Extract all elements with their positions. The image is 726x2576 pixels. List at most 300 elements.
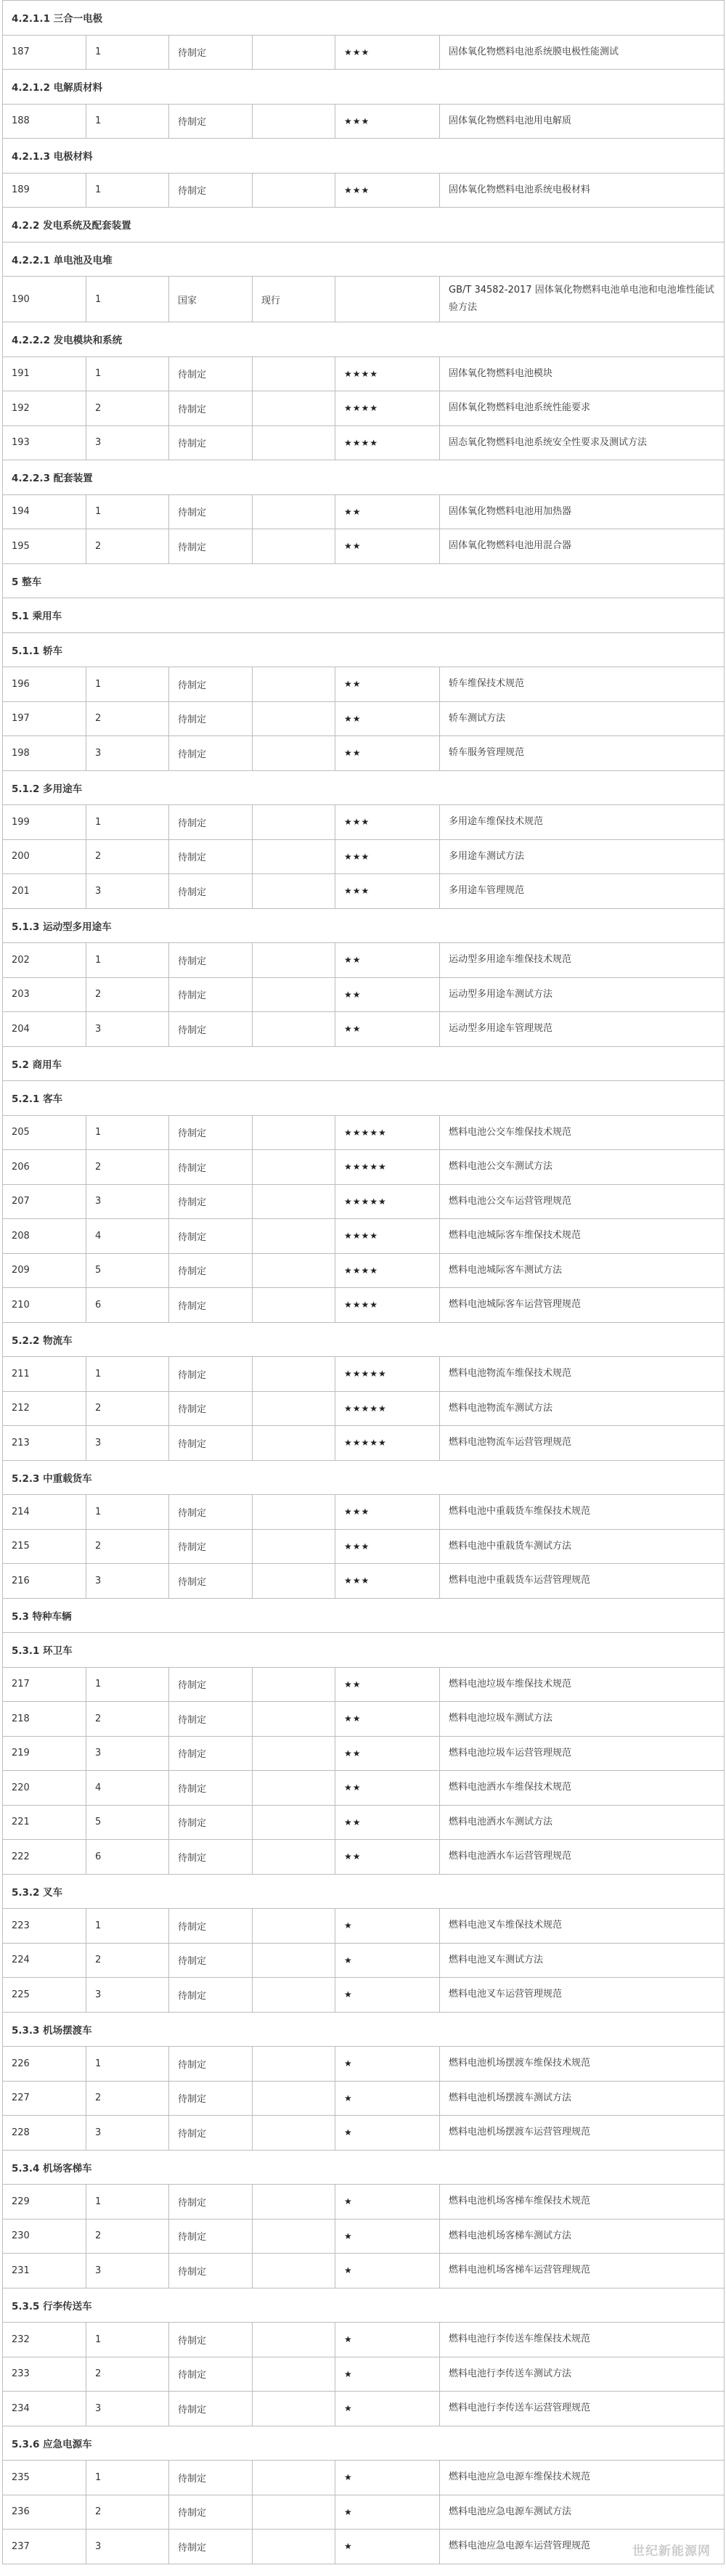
table-row — [3, 1184, 725, 1219]
cell-standard-type: 待制定 — [169, 2219, 253, 2254]
cell-serial-number: 219 — [3, 1736, 86, 1771]
cell-index: 1 — [86, 2047, 169, 2082]
table-row — [3, 2530, 725, 2564]
cell-priority-stars: ★ — [335, 2323, 440, 2357]
cell-status — [253, 173, 335, 208]
cell-serial-number: 197 — [3, 701, 86, 736]
cell-serial-number: 231 — [3, 2254, 86, 2288]
cell-priority-stars: ★★ — [335, 701, 440, 736]
cell-standard-type: 待制定 — [169, 2116, 253, 2151]
cell-standard-name: 轿车测试方法 — [440, 701, 725, 736]
cell-serial-number: 230 — [3, 2219, 86, 2254]
table-row — [3, 1426, 725, 1461]
cell-standard-name: 燃料电池应急电源车运营管理规范 — [440, 2530, 725, 2564]
cell-status: 现行 — [253, 277, 335, 322]
cell-serial-number: 235 — [3, 2461, 86, 2495]
section-title: 4.2.2.2 发电模块和系统 — [3, 322, 725, 357]
table-row — [3, 1943, 725, 1978]
table-row — [3, 2116, 725, 2151]
cell-standard-type: 国家 — [169, 277, 253, 322]
cell-status — [253, 701, 335, 736]
cell-serial-number: 226 — [3, 2047, 86, 2082]
cell-index: 1 — [86, 1667, 169, 1702]
table-row — [3, 2357, 725, 2392]
cell-standard-type: 待制定 — [169, 1115, 253, 1150]
cell-status — [253, 2357, 335, 2392]
cell-standard-name: 燃料电池垃圾车测试方法 — [440, 1702, 725, 1737]
cell-standard-name: 燃料电池物流车维保技术规范 — [440, 1357, 725, 1392]
table-row — [3, 277, 725, 322]
cell-standard-type: 待制定 — [169, 1495, 253, 1530]
cell-standard-name: 固态氧化物燃料电池系统安全性要求及测试方法 — [440, 425, 725, 460]
table-row — [3, 2047, 725, 2082]
section-title: 5.2 商用车 — [3, 1046, 725, 1081]
cell-priority-stars: ★★★ — [335, 1529, 440, 1564]
cell-serial-number: 194 — [3, 494, 86, 529]
section-title: 5.1.2 多用途车 — [3, 770, 725, 805]
cell-index: 2 — [86, 1391, 169, 1426]
cell-serial-number: 206 — [3, 1150, 86, 1185]
cell-priority-stars: ★★ — [335, 977, 440, 1012]
cell-standard-type: 待制定 — [169, 943, 253, 978]
cell-index: 3 — [86, 1736, 169, 1771]
cell-serial-number: 209 — [3, 1253, 86, 1288]
cell-priority-stars — [335, 277, 440, 322]
section-row — [3, 1460, 725, 1495]
cell-standard-type: 待制定 — [169, 2047, 253, 2082]
cell-serial-number: 205 — [3, 1115, 86, 1150]
cell-priority-stars: ★★ — [335, 1805, 440, 1840]
table-row — [3, 1978, 725, 2013]
cell-index: 3 — [86, 425, 169, 460]
cell-status — [253, 494, 335, 529]
cell-standard-name: 多用途车管理规范 — [440, 874, 725, 909]
cell-standard-type: 待制定 — [169, 494, 253, 529]
cell-standard-type: 待制定 — [169, 1012, 253, 1047]
cell-serial-number: 228 — [3, 2116, 86, 2151]
cell-serial-number: 208 — [3, 1219, 86, 1254]
cell-index: 3 — [86, 2254, 169, 2288]
cell-standard-type: 待制定 — [169, 1736, 253, 1771]
table-row — [3, 173, 725, 208]
cell-standard-name: 燃料电池中重载货车测试方法 — [440, 1529, 725, 1564]
cell-priority-stars: ★ — [335, 2185, 440, 2220]
cell-serial-number: 200 — [3, 839, 86, 874]
cell-priority-stars: ★★★★★ — [335, 1426, 440, 1461]
section-title: 5.2.3 中重载货车 — [3, 1460, 725, 1495]
cell-priority-stars: ★★★★ — [335, 425, 440, 460]
cell-standard-name: 燃料电池叉车运营管理规范 — [440, 1978, 725, 2013]
section-title: 4.2.2.1 单电池及电堆 — [3, 242, 725, 277]
cell-serial-number: 218 — [3, 1702, 86, 1737]
section-title: 4.2.2 发电系统及配套装置 — [3, 208, 725, 242]
cell-priority-stars: ★ — [335, 2081, 440, 2116]
cell-index: 2 — [86, 1943, 169, 1978]
cell-serial-number: 216 — [3, 1564, 86, 1599]
cell-standard-name: 燃料电池机场摆渡车维保技术规范 — [440, 2047, 725, 2082]
cell-serial-number: 236 — [3, 2495, 86, 2530]
cell-status — [253, 1184, 335, 1219]
cell-serial-number: 198 — [3, 736, 86, 771]
cell-index: 2 — [86, 701, 169, 736]
cell-index: 1 — [86, 35, 169, 70]
cell-status — [253, 874, 335, 909]
cell-index: 2 — [86, 2357, 169, 2392]
cell-index: 1 — [86, 104, 169, 139]
cell-index: 3 — [86, 874, 169, 909]
cell-priority-stars: ★★★★ — [335, 1219, 440, 1254]
table-row — [3, 805, 725, 840]
cell-status — [253, 1667, 335, 1702]
cell-status — [253, 1564, 335, 1599]
cell-standard-name: 燃料电池垃圾车运营管理规范 — [440, 1736, 725, 1771]
table-row — [3, 1702, 725, 1737]
section-title: 5 整车 — [3, 563, 725, 598]
cell-serial-number: 225 — [3, 1978, 86, 2013]
cell-standard-name: 燃料电池公交车维保技术规范 — [440, 1115, 725, 1150]
cell-standard-name: 燃料电池物流车测试方法 — [440, 1391, 725, 1426]
cell-standard-name: 多用途车维保技术规范 — [440, 805, 725, 840]
cell-priority-stars: ★★★★★ — [335, 1184, 440, 1219]
section-title: 5.3.6 应急电源车 — [3, 2426, 725, 2461]
cell-serial-number: 196 — [3, 667, 86, 702]
cell-serial-number: 203 — [3, 977, 86, 1012]
cell-standard-name: 燃料电池城际客车测试方法 — [440, 1253, 725, 1288]
cell-index: 1 — [86, 805, 169, 840]
cell-standard-type: 待制定 — [169, 104, 253, 139]
cell-priority-stars: ★★★ — [335, 173, 440, 208]
cell-serial-number: 187 — [3, 35, 86, 70]
cell-index: 2 — [86, 977, 169, 1012]
section-title: 5.2.1 客车 — [3, 1081, 725, 1116]
table-row — [3, 667, 725, 702]
section-row — [3, 563, 725, 598]
table-row — [3, 1150, 725, 1185]
cell-status — [253, 2219, 335, 2254]
cell-index: 2 — [86, 2219, 169, 2254]
cell-index: 3 — [86, 1978, 169, 2013]
cell-serial-number: 204 — [3, 1012, 86, 1047]
cell-standard-type: 待制定 — [169, 1909, 253, 1944]
cell-standard-type: 待制定 — [169, 2185, 253, 2220]
cell-index: 2 — [86, 2081, 169, 2116]
cell-status — [253, 1943, 335, 1978]
cell-index: 3 — [86, 2116, 169, 2151]
cell-priority-stars: ★★ — [335, 943, 440, 978]
cell-standard-type: 待制定 — [169, 2392, 253, 2426]
cell-standard-name: 燃料电池中重载货车维保技术规范 — [440, 1495, 725, 1530]
section-title: 5.1 乘用车 — [3, 598, 725, 633]
cell-standard-name: 燃料电池机场客梯车运营管理规范 — [440, 2254, 725, 2288]
standards-table-body — [3, 1, 725, 2564]
section-row — [3, 242, 725, 277]
cell-status — [253, 1150, 335, 1185]
cell-status — [253, 2047, 335, 2082]
section-row — [3, 2012, 725, 2047]
cell-status — [253, 35, 335, 70]
cell-serial-number: 190 — [3, 277, 86, 322]
cell-standard-type: 待制定 — [169, 1840, 253, 1875]
cell-priority-stars: ★★ — [335, 494, 440, 529]
section-row — [3, 1, 725, 36]
cell-standard-type: 待制定 — [169, 1253, 253, 1288]
cell-priority-stars: ★★★★ — [335, 1288, 440, 1323]
table-row — [3, 529, 725, 564]
standards-table — [2, 0, 725, 2564]
cell-serial-number: 214 — [3, 1495, 86, 1530]
cell-status — [253, 1357, 335, 1392]
table-row — [3, 425, 725, 460]
cell-serial-number: 202 — [3, 943, 86, 978]
cell-standard-name: 燃料电池应急电源车维保技术规范 — [440, 2461, 725, 2495]
section-row — [3, 1046, 725, 1081]
section-row — [3, 322, 725, 357]
section-row — [3, 770, 725, 805]
cell-standard-name: 燃料电池中重载货车运营管理规范 — [440, 1564, 725, 1599]
cell-standard-type: 待制定 — [169, 701, 253, 736]
cell-status — [253, 1978, 335, 2013]
cell-priority-stars: ★ — [335, 2392, 440, 2426]
table-row — [3, 391, 725, 426]
table-row — [3, 1771, 725, 1806]
cell-priority-stars: ★★★★ — [335, 1253, 440, 1288]
cell-standard-type: 待制定 — [169, 805, 253, 840]
cell-priority-stars: ★ — [335, 1943, 440, 1978]
cell-priority-stars: ★★★★ — [335, 356, 440, 391]
cell-priority-stars: ★★ — [335, 529, 440, 564]
cell-standard-name: 燃料电池机场客梯车维保技术规范 — [440, 2185, 725, 2220]
cell-standard-name: 燃料电池行李传送车运营管理规范 — [440, 2392, 725, 2426]
cell-standard-name: 燃料电池城际客车维保技术规范 — [440, 1219, 725, 1254]
cell-standard-type: 待制定 — [169, 1529, 253, 1564]
cell-index: 4 — [86, 1771, 169, 1806]
section-row — [3, 908, 725, 943]
cell-status — [253, 2392, 335, 2426]
cell-status — [253, 2461, 335, 2495]
cell-standard-name: 固体氧化物燃料电池系统膜电极性能测试 — [440, 35, 725, 70]
cell-serial-number: 215 — [3, 1529, 86, 1564]
section-row — [3, 1081, 725, 1116]
cell-priority-stars: ★★★★★ — [335, 1391, 440, 1426]
cell-priority-stars: ★★ — [335, 736, 440, 771]
cell-standard-type: 待制定 — [169, 356, 253, 391]
cell-status — [253, 2185, 335, 2220]
cell-priority-stars: ★★ — [335, 1667, 440, 1702]
cell-status — [253, 839, 335, 874]
table-row — [3, 1495, 725, 1530]
cell-standard-type: 待制定 — [169, 425, 253, 460]
section-row — [3, 139, 725, 174]
cell-serial-number: 189 — [3, 173, 86, 208]
section-title: 5.1.3 运动型多用途车 — [3, 908, 725, 943]
cell-standard-name: 轿车服务管理规范 — [440, 736, 725, 771]
cell-priority-stars: ★★ — [335, 667, 440, 702]
cell-standard-type: 待制定 — [169, 1288, 253, 1323]
cell-priority-stars: ★★★ — [335, 874, 440, 909]
cell-serial-number: 217 — [3, 1667, 86, 1702]
table-row — [3, 1667, 725, 1702]
cell-index: 4 — [86, 1219, 169, 1254]
cell-priority-stars: ★★★★★ — [335, 1115, 440, 1150]
cell-index: 6 — [86, 1840, 169, 1875]
cell-serial-number: 222 — [3, 1840, 86, 1875]
section-row — [3, 1322, 725, 1357]
cell-standard-name: 燃料电池行李传送车测试方法 — [440, 2357, 725, 2392]
cell-standard-name: 燃料电池应急电源车测试方法 — [440, 2495, 725, 2530]
cell-index: 2 — [86, 1529, 169, 1564]
cell-standard-name: 运动型多用途车管理规范 — [440, 1012, 725, 1047]
cell-serial-number: 221 — [3, 1805, 86, 1840]
cell-standard-type: 待制定 — [169, 2461, 253, 2495]
cell-serial-number: 234 — [3, 2392, 86, 2426]
cell-index: 1 — [86, 494, 169, 529]
section-row — [3, 1633, 725, 1668]
table-row — [3, 2323, 725, 2357]
cell-status — [253, 1219, 335, 1254]
cell-status — [253, 943, 335, 978]
cell-priority-stars: ★ — [335, 2116, 440, 2151]
table-row — [3, 2185, 725, 2220]
cell-priority-stars: ★★★ — [335, 104, 440, 139]
table-row — [3, 1357, 725, 1392]
cell-index: 1 — [86, 1495, 169, 1530]
cell-serial-number: 201 — [3, 874, 86, 909]
cell-standard-type: 待制定 — [169, 2081, 253, 2116]
cell-status — [253, 1702, 335, 1737]
table-row — [3, 1805, 725, 1840]
cell-standard-type: 待制定 — [169, 2323, 253, 2357]
cell-status — [253, 1012, 335, 1047]
cell-serial-number: 213 — [3, 1426, 86, 1461]
cell-priority-stars: ★ — [335, 2530, 440, 2564]
cell-standard-name: 燃料电池公交车运营管理规范 — [440, 1184, 725, 1219]
cell-priority-stars: ★★★ — [335, 839, 440, 874]
cell-status — [253, 1771, 335, 1806]
table-row — [3, 1115, 725, 1150]
cell-status — [253, 1736, 335, 1771]
cell-serial-number: 223 — [3, 1909, 86, 1944]
cell-standard-name: 燃料电池公交车测试方法 — [440, 1150, 725, 1185]
section-row — [3, 460, 725, 495]
cell-serial-number: 212 — [3, 1391, 86, 1426]
cell-status — [253, 1495, 335, 1530]
cell-status — [253, 2116, 335, 2151]
cell-index: 5 — [86, 1805, 169, 1840]
cell-standard-type: 待制定 — [169, 1702, 253, 1737]
cell-standard-type: 待制定 — [169, 1978, 253, 2013]
cell-standard-type: 待制定 — [169, 736, 253, 771]
cell-serial-number: 193 — [3, 425, 86, 460]
cell-status — [253, 977, 335, 1012]
cell-priority-stars: ★★ — [335, 1736, 440, 1771]
cell-standard-type: 待制定 — [169, 1426, 253, 1461]
cell-standard-name: 固体氧化物燃料电池模块 — [440, 356, 725, 391]
cell-status — [253, 667, 335, 702]
cell-standard-type: 待制定 — [169, 977, 253, 1012]
cell-standard-name: 燃料电池机场摆渡车测试方法 — [440, 2081, 725, 2116]
table-row — [3, 1219, 725, 1254]
cell-index: 2 — [86, 1150, 169, 1185]
cell-standard-type: 待制定 — [169, 35, 253, 70]
cell-status — [253, 1288, 335, 1323]
cell-status — [253, 529, 335, 564]
cell-standard-type: 待制定 — [169, 874, 253, 909]
cell-standard-type: 待制定 — [169, 2357, 253, 2392]
section-row — [3, 208, 725, 242]
table-row — [3, 2254, 725, 2288]
cell-index: 3 — [86, 2530, 169, 2564]
table-row — [3, 104, 725, 139]
table-row — [3, 874, 725, 909]
cell-standard-name: 燃料电池叉车测试方法 — [440, 1943, 725, 1978]
cell-index: 2 — [86, 391, 169, 426]
cell-standard-type: 待制定 — [169, 2530, 253, 2564]
cell-priority-stars: ★ — [335, 2495, 440, 2530]
cell-serial-number: 227 — [3, 2081, 86, 2116]
cell-standard-name: 燃料电池行李传送车维保技术规范 — [440, 2323, 725, 2357]
cell-serial-number: 191 — [3, 356, 86, 391]
table-row — [3, 977, 725, 1012]
cell-priority-stars: ★★★★★ — [335, 1150, 440, 1185]
cell-standard-type: 待制定 — [169, 1219, 253, 1254]
section-title: 5.3.1 环卫车 — [3, 1633, 725, 1668]
section-title: 5.3 特种车辆 — [3, 1598, 725, 1633]
cell-standard-type: 待制定 — [169, 2495, 253, 2530]
table-row — [3, 1012, 725, 1047]
cell-standard-name: 固体氧化物燃料电池用混合器 — [440, 529, 725, 564]
cell-serial-number: 195 — [3, 529, 86, 564]
cell-serial-number: 199 — [3, 805, 86, 840]
cell-status — [253, 425, 335, 460]
cell-status — [253, 2081, 335, 2116]
cell-standard-name: 燃料电池垃圾车维保技术规范 — [440, 1667, 725, 1702]
cell-priority-stars: ★ — [335, 1909, 440, 1944]
table-row — [3, 1840, 725, 1875]
section-row — [3, 2150, 725, 2185]
cell-serial-number: 192 — [3, 391, 86, 426]
table-row — [3, 2081, 725, 2116]
cell-index: 3 — [86, 1564, 169, 1599]
cell-standard-name: 运动型多用途车维保技术规范 — [440, 943, 725, 978]
section-title: 5.3.5 行李传送车 — [3, 2288, 725, 2323]
cell-standard-name: 固体氧化物燃料电池用电解质 — [440, 104, 725, 139]
table-row — [3, 1253, 725, 1288]
section-title: 5.1.1 轿车 — [3, 632, 725, 667]
cell-standard-type: 待制定 — [169, 2254, 253, 2288]
cell-serial-number: 232 — [3, 2323, 86, 2357]
cell-status — [253, 1115, 335, 1150]
cell-index: 3 — [86, 1426, 169, 1461]
cell-index: 1 — [86, 356, 169, 391]
table-row — [3, 1736, 725, 1771]
table-row — [3, 736, 725, 771]
section-title: 5.2.2 物流车 — [3, 1322, 725, 1357]
table-row — [3, 35, 725, 70]
table-row — [3, 356, 725, 391]
cell-serial-number: 237 — [3, 2530, 86, 2564]
cell-index: 1 — [86, 943, 169, 978]
cell-index: 2 — [86, 839, 169, 874]
cell-standard-type: 待制定 — [169, 1667, 253, 1702]
cell-standard-name: 运动型多用途车测试方法 — [440, 977, 725, 1012]
section-title: 5.3.2 叉车 — [3, 1874, 725, 1909]
cell-standard-type: 待制定 — [169, 839, 253, 874]
section-title: 4.2.1.1 三合一电极 — [3, 1, 725, 36]
cell-priority-stars: ★★ — [335, 1702, 440, 1737]
cell-index: 1 — [86, 2323, 169, 2357]
table-row — [3, 1564, 725, 1599]
cell-priority-stars: ★★★ — [335, 1564, 440, 1599]
